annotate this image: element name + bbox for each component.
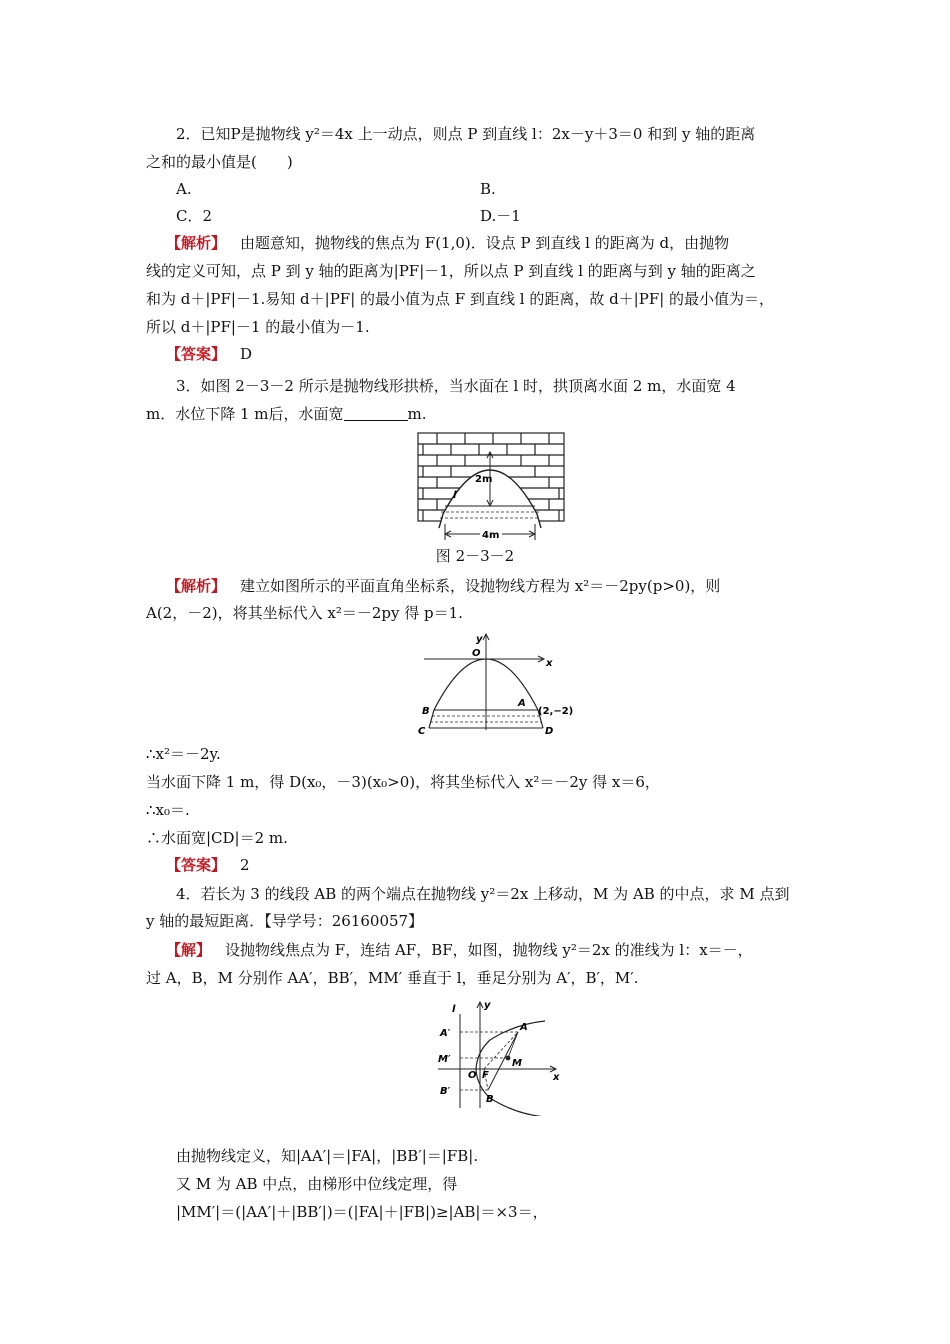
q2-stem-line-2: 之和的最小值是( ) (146, 153, 293, 171)
point-b-label: B (486, 1094, 494, 1105)
q3-analysis-line-2: A(2，－2)，将其坐标代入 x²＝－2py 得 p＝1. (146, 604, 463, 622)
answer-blank (344, 406, 408, 421)
point-a-label: A (520, 1022, 528, 1033)
arch-bridge-figure (417, 432, 565, 542)
point-m-label: M (512, 1058, 522, 1069)
point-m-prime-label: M′ (438, 1054, 451, 1065)
y-axis-label: y (476, 634, 483, 645)
q2-analysis-line-2: 线的定义可知，点 P 到 y 轴的距离为|PF|－1，所以点 P 到直线 l 的距离与到 y 轴的距离之 (146, 262, 756, 280)
parabola-segment-figure (420, 996, 570, 1116)
q3-step-4: ∴水面宽|CD|＝2 m. (146, 829, 288, 847)
q4-stem-line-1: 4．若长为 3 的线段 AB 的两个端点在抛物线 y²＝2x 上移动，M 为 AB 的中点，求 M 点到 (176, 885, 790, 903)
coordinate-parabola-figure (414, 630, 586, 738)
analysis-tag: 【解析】 (166, 234, 227, 252)
q4-solution-line-1 (166, 940, 753, 960)
solution-text: 设抛物线焦点为 F，连结 AF，BF，如图，抛物线 y²＝2x 的准线为 l：x＝－， (225, 941, 753, 959)
q2-analysis-line-3: 和为 d＋|PF|－1.易知 d＋|PF| 的最小值为点 F 到直线 l 的距离，故 d＋|PF| 的最小值为＝， (146, 290, 775, 308)
analysis-tag: 【解析】 (166, 577, 227, 595)
width-label: 4m (482, 530, 500, 541)
q2-option-a: A. (176, 180, 192, 198)
figure-caption: 图 2－3－2 (435, 547, 515, 565)
q3-stem-text: m．水位下降 1 m后，水面宽 (146, 405, 344, 423)
point-b-prime-label: B′ (440, 1086, 451, 1097)
q2-option-c: C．2 (176, 207, 213, 225)
q4-solution-line-2: 过 A，B，M 分别作 AA′，BB′，MM′ 垂直于 l，垂足分别为 A′，B′，M′. (146, 969, 639, 987)
answer-value: 2 (240, 856, 250, 874)
answer-value: D (240, 345, 253, 363)
x-axis-label: x (546, 658, 553, 669)
point-b-label: B (422, 706, 430, 717)
answer-tag: 【答案】 (166, 345, 227, 363)
point-a-coord: (2,−2) (538, 706, 574, 717)
y-axis-label: y (484, 1000, 491, 1011)
q3-analysis-line-1 (166, 576, 720, 596)
directrix-label: l (452, 1004, 456, 1015)
height-label: 2m (475, 474, 493, 485)
point-d-label: D (545, 726, 554, 737)
q4-stem-line-2: y 轴的最短距离．【导学号：26160057】 (146, 912, 424, 930)
focus-label: F (482, 1070, 489, 1081)
point-c-label: C (418, 726, 426, 737)
origin-label: O (468, 1070, 477, 1081)
q4-text-line-3: |MM′|＝(|AA′|＋|BB′|)＝(|FA|＋|FB|)≥|AB|＝×3＝， (176, 1203, 548, 1221)
origin-label: O (472, 648, 481, 659)
analysis-text: 由题意知，抛物线的焦点为 F(1,0)．设点 P 到直线 l 的距离为 d，由抛物 (240, 234, 730, 252)
q2-option-d: D.－1 (480, 207, 521, 225)
x-axis-label: x (553, 1072, 560, 1083)
q2-analysis-line-1 (166, 233, 729, 253)
q4-text-line-2: 又 M 为 AB 中点，由梯形中位线定理，得 (176, 1175, 458, 1193)
q3-answer (166, 855, 250, 875)
point-a-label: A (518, 698, 526, 709)
q3-stem-unit: m. (407, 405, 427, 423)
q2-option-b: B. (480, 180, 496, 198)
q3-step-3: ∴x₀＝. (146, 801, 190, 819)
q4-text-line-1: 由抛物线定义，知|AA′|＝|FA|，|BB′|＝|FB|. (176, 1147, 479, 1165)
q3-step-1: ∴x²＝－2y. (146, 745, 221, 763)
q2-answer (166, 344, 252, 364)
q3-step-2: 当水面下降 1 m，得 D(x₀，－3)(x₀>0)，将其坐标代入 x²＝－2y 得 x＝6， (146, 773, 660, 791)
answer-tag: 【答案】 (166, 856, 227, 874)
q2-stem-line-1: 2．已知P是抛物线 y²＝4x 上一动点，则点 P 到直线 l：2x－y＋3＝0 和到 y 轴的距离 (176, 125, 756, 143)
water-line-label: l (453, 490, 457, 501)
analysis-text: 建立如图所示的平面直角坐标系，设抛物线方程为 x²＝－2py(p>0)，则 (240, 577, 721, 595)
point-a-prime-label: A′ (440, 1028, 451, 1039)
q3-stem-line-2 (146, 404, 427, 424)
solution-tag: 【解】 (166, 941, 212, 959)
q2-analysis-line-4: 所以 d＋|PF|－1 的最小值为－1. (146, 318, 370, 336)
q3-stem-line-1: 3．如图 2－3－2 所示是抛物线形拱桥，当水面在 l 时，拱顶离水面 2 m，水面宽 4 (176, 377, 736, 395)
